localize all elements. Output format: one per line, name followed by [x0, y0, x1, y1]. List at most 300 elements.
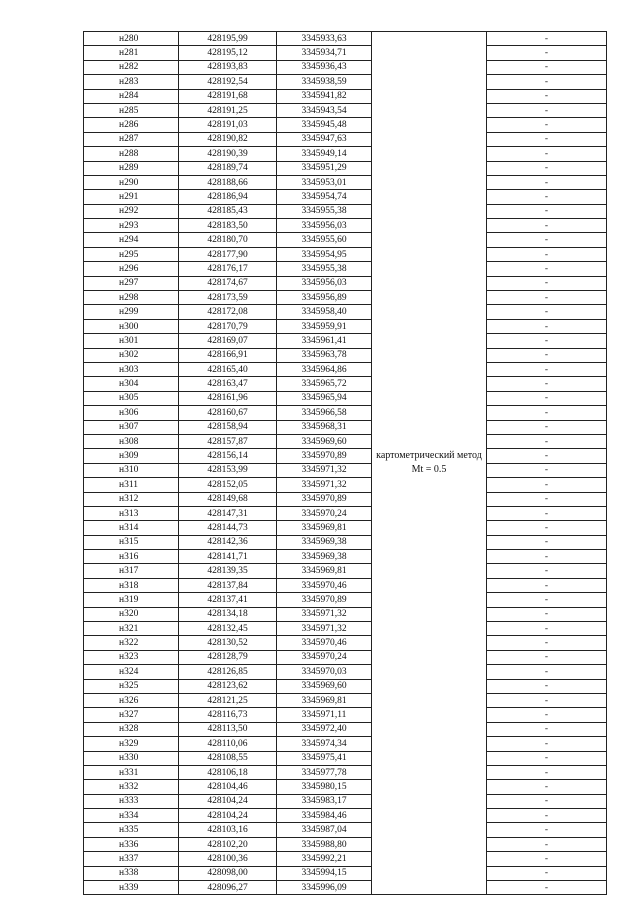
x-coordinate-cell: 428152,05 [179, 478, 277, 492]
note-cell: - [487, 362, 607, 376]
point-id-cell: н286 [84, 118, 179, 132]
point-id-cell: н317 [84, 564, 179, 578]
x-coordinate-cell: 428132,45 [179, 622, 277, 636]
note-cell: - [487, 434, 607, 448]
note-cell: - [487, 593, 607, 607]
point-id-cell: н325 [84, 679, 179, 693]
point-id-cell: н301 [84, 334, 179, 348]
note-cell: - [487, 305, 607, 319]
note-cell: - [487, 377, 607, 391]
x-coordinate-cell: 428123,62 [179, 679, 277, 693]
y-coordinate-cell: 3345965,94 [277, 391, 372, 405]
point-id-cell: н288 [84, 147, 179, 161]
x-coordinate-cell: 428193,83 [179, 60, 277, 74]
table-row [84, 276, 607, 290]
y-coordinate-cell: 3345970,46 [277, 578, 372, 592]
table-row [84, 132, 607, 146]
y-coordinate-cell: 3345938,59 [277, 75, 372, 89]
point-id-cell: н309 [84, 449, 179, 463]
note-cell: - [487, 161, 607, 175]
note-cell: - [487, 334, 607, 348]
note-cell: - [487, 837, 607, 851]
x-coordinate-cell: 428186,94 [179, 190, 277, 204]
point-id-cell: н303 [84, 362, 179, 376]
table-row [84, 46, 607, 60]
x-coordinate-cell: 428116,73 [179, 708, 277, 722]
y-coordinate-cell: 3345956,89 [277, 291, 372, 305]
y-coordinate-cell: 3345984,46 [277, 809, 372, 823]
y-coordinate-cell: 3345971,32 [277, 463, 372, 477]
note-cell: - [487, 132, 607, 146]
point-id-cell: н306 [84, 406, 179, 420]
x-coordinate-cell: 428121,25 [179, 693, 277, 707]
note-cell: - [487, 478, 607, 492]
x-coordinate-cell: 428126,85 [179, 665, 277, 679]
y-coordinate-cell: 3345943,54 [277, 103, 372, 117]
note-cell: - [487, 291, 607, 305]
x-coordinate-cell: 428185,43 [179, 204, 277, 218]
point-id-cell: н335 [84, 823, 179, 837]
point-id-cell: н298 [84, 291, 179, 305]
x-coordinate-cell: 428142,36 [179, 535, 277, 549]
x-coordinate-cell: 428104,24 [179, 794, 277, 808]
y-coordinate-cell: 3345969,38 [277, 550, 372, 564]
x-coordinate-cell: 428166,91 [179, 348, 277, 362]
note-cell: - [487, 75, 607, 89]
x-coordinate-cell: 428104,46 [179, 780, 277, 794]
y-coordinate-cell: 3345954,95 [277, 247, 372, 261]
table-row [84, 161, 607, 175]
note-cell: - [487, 708, 607, 722]
note-cell: - [487, 449, 607, 463]
x-coordinate-cell: 428169,07 [179, 334, 277, 348]
y-coordinate-cell: 3345951,29 [277, 161, 372, 175]
table-row [84, 262, 607, 276]
y-coordinate-cell: 3345970,46 [277, 636, 372, 650]
x-coordinate-cell: 428176,17 [179, 262, 277, 276]
table-row [84, 478, 607, 492]
table-row [84, 679, 607, 693]
y-coordinate-cell: 3345954,74 [277, 190, 372, 204]
y-coordinate-cell: 3345968,31 [277, 420, 372, 434]
x-coordinate-cell: 428163,47 [179, 377, 277, 391]
table-row [84, 348, 607, 362]
table-row [84, 175, 607, 189]
note-cell: - [487, 607, 607, 621]
point-id-cell: н304 [84, 377, 179, 391]
point-id-cell: н321 [84, 622, 179, 636]
y-coordinate-cell: 3345956,03 [277, 219, 372, 233]
table-row [84, 32, 607, 46]
note-cell: - [487, 46, 607, 60]
x-coordinate-cell: 428149,68 [179, 492, 277, 506]
table-row [84, 636, 607, 650]
y-coordinate-cell: 3345953,01 [277, 175, 372, 189]
y-coordinate-cell: 3345971,32 [277, 478, 372, 492]
y-coordinate-cell: 3345975,41 [277, 751, 372, 765]
table-row [84, 765, 607, 779]
note-cell: - [487, 665, 607, 679]
note-cell: - [487, 118, 607, 132]
note-cell: - [487, 506, 607, 520]
y-coordinate-cell: 3345969,60 [277, 679, 372, 693]
y-coordinate-cell: 3345971,32 [277, 607, 372, 621]
x-coordinate-cell: 428157,87 [179, 434, 277, 448]
y-coordinate-cell: 3345970,89 [277, 449, 372, 463]
x-coordinate-cell: 428134,18 [179, 607, 277, 621]
point-id-cell: н318 [84, 578, 179, 592]
note-cell: - [487, 175, 607, 189]
point-id-cell: н323 [84, 650, 179, 664]
y-coordinate-cell: 3345971,32 [277, 622, 372, 636]
table-row [84, 780, 607, 794]
note-cell: - [487, 650, 607, 664]
point-id-cell: н299 [84, 305, 179, 319]
table-row [84, 521, 607, 535]
note-cell: - [487, 247, 607, 261]
note-cell: - [487, 794, 607, 808]
x-coordinate-cell: 428195,12 [179, 46, 277, 60]
note-cell: - [487, 751, 607, 765]
point-id-cell: н282 [84, 60, 179, 74]
point-id-cell: н287 [84, 132, 179, 146]
x-coordinate-cell: 428100,36 [179, 852, 277, 866]
table-row [84, 247, 607, 261]
note-cell: - [487, 578, 607, 592]
y-coordinate-cell: 3345974,34 [277, 737, 372, 751]
point-id-cell: н307 [84, 420, 179, 434]
table-row [84, 650, 607, 664]
y-coordinate-cell: 3345969,81 [277, 564, 372, 578]
y-coordinate-cell: 3345980,15 [277, 780, 372, 794]
x-coordinate-cell: 428158,94 [179, 420, 277, 434]
table-row [84, 622, 607, 636]
y-coordinate-cell: 3345977,78 [277, 765, 372, 779]
note-cell: - [487, 204, 607, 218]
table-row [84, 823, 607, 837]
x-coordinate-cell: 428096,27 [179, 881, 277, 895]
x-coordinate-cell: 428103,16 [179, 823, 277, 837]
table-row [84, 89, 607, 103]
table-row [84, 219, 607, 233]
x-coordinate-cell: 428098,00 [179, 866, 277, 880]
point-id-cell: н324 [84, 665, 179, 679]
y-coordinate-cell: 3345936,43 [277, 60, 372, 74]
note-cell: - [487, 535, 607, 549]
table-row [84, 305, 607, 319]
note-cell: - [487, 103, 607, 117]
point-id-cell: н331 [84, 765, 179, 779]
y-coordinate-cell: 3345994,15 [277, 866, 372, 880]
table-row [84, 233, 607, 247]
table-row [84, 852, 607, 866]
y-coordinate-cell: 3345963,78 [277, 348, 372, 362]
note-cell: - [487, 765, 607, 779]
y-coordinate-cell: 3345970,89 [277, 593, 372, 607]
x-coordinate-cell: 428110,06 [179, 737, 277, 751]
y-coordinate-cell: 3345961,41 [277, 334, 372, 348]
x-coordinate-cell: 428160,67 [179, 406, 277, 420]
note-cell: - [487, 262, 607, 276]
point-id-cell: н320 [84, 607, 179, 621]
y-coordinate-cell: 3345971,11 [277, 708, 372, 722]
x-coordinate-cell: 428192,54 [179, 75, 277, 89]
point-id-cell: н313 [84, 506, 179, 520]
table-row [84, 103, 607, 117]
point-id-cell: н292 [84, 204, 179, 218]
x-coordinate-cell: 428172,08 [179, 305, 277, 319]
x-coordinate-cell: 428139,35 [179, 564, 277, 578]
table-row [84, 463, 607, 477]
table-row [84, 75, 607, 89]
point-id-cell: н302 [84, 348, 179, 362]
y-coordinate-cell: 3345965,72 [277, 377, 372, 391]
point-id-cell: н334 [84, 809, 179, 823]
note-cell: - [487, 550, 607, 564]
note-cell: - [487, 348, 607, 362]
y-coordinate-cell: 3345947,63 [277, 132, 372, 146]
y-coordinate-cell: 3345958,40 [277, 305, 372, 319]
table-row [84, 881, 607, 895]
point-id-cell: н280 [84, 32, 179, 46]
x-coordinate-cell: 428170,79 [179, 319, 277, 333]
point-id-cell: н290 [84, 175, 179, 189]
x-coordinate-cell: 428195,99 [179, 32, 277, 46]
x-coordinate-cell: 428173,59 [179, 291, 277, 305]
point-id-cell: н296 [84, 262, 179, 276]
point-id-cell: н338 [84, 866, 179, 880]
point-id-cell: н300 [84, 319, 179, 333]
x-coordinate-cell: 428174,67 [179, 276, 277, 290]
x-coordinate-cell: 428128,79 [179, 650, 277, 664]
table-row [84, 291, 607, 305]
table-row [84, 334, 607, 348]
note-cell: - [487, 737, 607, 751]
table-row [84, 118, 607, 132]
x-coordinate-cell: 428183,50 [179, 219, 277, 233]
y-coordinate-cell: 3345992,21 [277, 852, 372, 866]
table-row [84, 406, 607, 420]
table-row [84, 449, 607, 463]
note-cell: - [487, 492, 607, 506]
x-coordinate-cell: 428147,31 [179, 506, 277, 520]
point-id-cell: н315 [84, 535, 179, 549]
table-row [84, 593, 607, 607]
point-id-cell: н329 [84, 737, 179, 751]
y-coordinate-cell: 3345969,60 [277, 434, 372, 448]
point-id-cell: н297 [84, 276, 179, 290]
note-cell: - [487, 809, 607, 823]
table-row [84, 794, 607, 808]
point-id-cell: н310 [84, 463, 179, 477]
note-cell: - [487, 823, 607, 837]
y-coordinate-cell: 3345959,91 [277, 319, 372, 333]
point-id-cell: н295 [84, 247, 179, 261]
note-cell: - [487, 233, 607, 247]
y-coordinate-cell: 3345996,09 [277, 881, 372, 895]
note-cell: - [487, 391, 607, 405]
note-cell: - [487, 190, 607, 204]
table-row [84, 391, 607, 405]
x-coordinate-cell: 428113,50 [179, 722, 277, 736]
x-coordinate-cell: 428180,70 [179, 233, 277, 247]
point-id-cell: н337 [84, 852, 179, 866]
x-coordinate-cell: 428153,99 [179, 463, 277, 477]
point-id-cell: н314 [84, 521, 179, 535]
point-id-cell: н330 [84, 751, 179, 765]
table-row [84, 564, 607, 578]
note-cell: - [487, 722, 607, 736]
note-cell: - [487, 780, 607, 794]
point-id-cell: н328 [84, 722, 179, 736]
note-cell: - [487, 521, 607, 535]
y-coordinate-cell: 3345964,86 [277, 362, 372, 376]
x-coordinate-cell: 428106,18 [179, 765, 277, 779]
table-row [84, 809, 607, 823]
y-coordinate-cell: 3345983,17 [277, 794, 372, 808]
point-id-cell: н311 [84, 478, 179, 492]
point-id-cell: н285 [84, 103, 179, 117]
x-coordinate-cell: 428190,82 [179, 132, 277, 146]
x-coordinate-cell: 428130,52 [179, 636, 277, 650]
y-coordinate-cell: 3345955,38 [277, 262, 372, 276]
table-row [84, 550, 607, 564]
note-cell: - [487, 89, 607, 103]
table-row [84, 837, 607, 851]
x-coordinate-cell: 428188,66 [179, 175, 277, 189]
point-id-cell: н291 [84, 190, 179, 204]
note-cell: - [487, 852, 607, 866]
note-cell: - [487, 147, 607, 161]
table-row [84, 377, 607, 391]
x-coordinate-cell: 428104,24 [179, 809, 277, 823]
point-id-cell: н319 [84, 593, 179, 607]
y-coordinate-cell: 3345972,40 [277, 722, 372, 736]
point-id-cell: н336 [84, 837, 179, 851]
note-cell: - [487, 622, 607, 636]
y-coordinate-cell: 3345987,04 [277, 823, 372, 837]
point-id-cell: н293 [84, 219, 179, 233]
x-coordinate-cell: 428189,74 [179, 161, 277, 175]
x-coordinate-cell: 428156,14 [179, 449, 277, 463]
point-id-cell: н308 [84, 434, 179, 448]
note-cell: - [487, 693, 607, 707]
point-id-cell: н281 [84, 46, 179, 60]
table-row [84, 578, 607, 592]
table-row [84, 708, 607, 722]
x-coordinate-cell: 428165,40 [179, 362, 277, 376]
note-cell: - [487, 319, 607, 333]
table-row [84, 434, 607, 448]
note-cell: - [487, 406, 607, 420]
y-coordinate-cell: 3345945,48 [277, 118, 372, 132]
x-coordinate-cell: 428137,84 [179, 578, 277, 592]
table-row [84, 722, 607, 736]
y-coordinate-cell: 3345955,60 [277, 233, 372, 247]
x-coordinate-cell: 428191,25 [179, 103, 277, 117]
point-id-cell: н326 [84, 693, 179, 707]
point-id-cell: н294 [84, 233, 179, 247]
point-id-cell: н333 [84, 794, 179, 808]
y-coordinate-cell: 3345941,82 [277, 89, 372, 103]
table-row [84, 204, 607, 218]
table-row [84, 693, 607, 707]
point-id-cell: н283 [84, 75, 179, 89]
note-cell: - [487, 60, 607, 74]
table-row [84, 737, 607, 751]
x-coordinate-cell: 428144,73 [179, 521, 277, 535]
method-cell: картометрический метод Mt = 0.5 [372, 32, 487, 895]
table-row [84, 190, 607, 204]
table-row [84, 535, 607, 549]
x-coordinate-cell: 428191,03 [179, 118, 277, 132]
x-coordinate-cell: 428191,68 [179, 89, 277, 103]
point-id-cell: н284 [84, 89, 179, 103]
point-id-cell: н339 [84, 881, 179, 895]
x-coordinate-cell: 428161,96 [179, 391, 277, 405]
coordinates-table [83, 31, 607, 895]
table-row [84, 665, 607, 679]
note-cell: - [487, 866, 607, 880]
x-coordinate-cell: 428141,71 [179, 550, 277, 564]
point-id-cell: н327 [84, 708, 179, 722]
coordinates-table-body [84, 32, 607, 895]
y-coordinate-cell: 3345955,38 [277, 204, 372, 218]
y-coordinate-cell: 3345949,14 [277, 147, 372, 161]
x-coordinate-cell: 428190,39 [179, 147, 277, 161]
table-row [84, 147, 607, 161]
table-row [84, 492, 607, 506]
point-id-cell: н312 [84, 492, 179, 506]
point-id-cell: н305 [84, 391, 179, 405]
table-row [84, 751, 607, 765]
y-coordinate-cell: 3345970,03 [277, 665, 372, 679]
y-coordinate-cell: 3345988,80 [277, 837, 372, 851]
point-id-cell: н322 [84, 636, 179, 650]
y-coordinate-cell: 3345969,81 [277, 693, 372, 707]
x-coordinate-cell: 428102,20 [179, 837, 277, 851]
note-cell: - [487, 636, 607, 650]
y-coordinate-cell: 3345970,89 [277, 492, 372, 506]
y-coordinate-cell: 3345970,24 [277, 506, 372, 520]
note-cell: - [487, 679, 607, 693]
note-cell: - [487, 32, 607, 46]
x-coordinate-cell: 428137,41 [179, 593, 277, 607]
y-coordinate-cell: 3345969,38 [277, 535, 372, 549]
point-id-cell: н316 [84, 550, 179, 564]
y-coordinate-cell: 3345934,71 [277, 46, 372, 60]
note-cell: - [487, 564, 607, 578]
note-cell: - [487, 463, 607, 477]
note-cell: - [487, 881, 607, 895]
table-row [84, 319, 607, 333]
x-coordinate-cell: 428177,90 [179, 247, 277, 261]
table-row [84, 607, 607, 621]
note-cell: - [487, 219, 607, 233]
note-cell: - [487, 420, 607, 434]
table-row [84, 866, 607, 880]
point-id-cell: н289 [84, 161, 179, 175]
y-coordinate-cell: 3345933,63 [277, 32, 372, 46]
y-coordinate-cell: 3345956,03 [277, 276, 372, 290]
note-cell: - [487, 276, 607, 290]
point-id-cell: н332 [84, 780, 179, 794]
table-row [84, 420, 607, 434]
x-coordinate-cell: 428108,55 [179, 751, 277, 765]
table-row [84, 362, 607, 376]
y-coordinate-cell: 3345966,58 [277, 406, 372, 420]
y-coordinate-cell: 3345969,81 [277, 521, 372, 535]
